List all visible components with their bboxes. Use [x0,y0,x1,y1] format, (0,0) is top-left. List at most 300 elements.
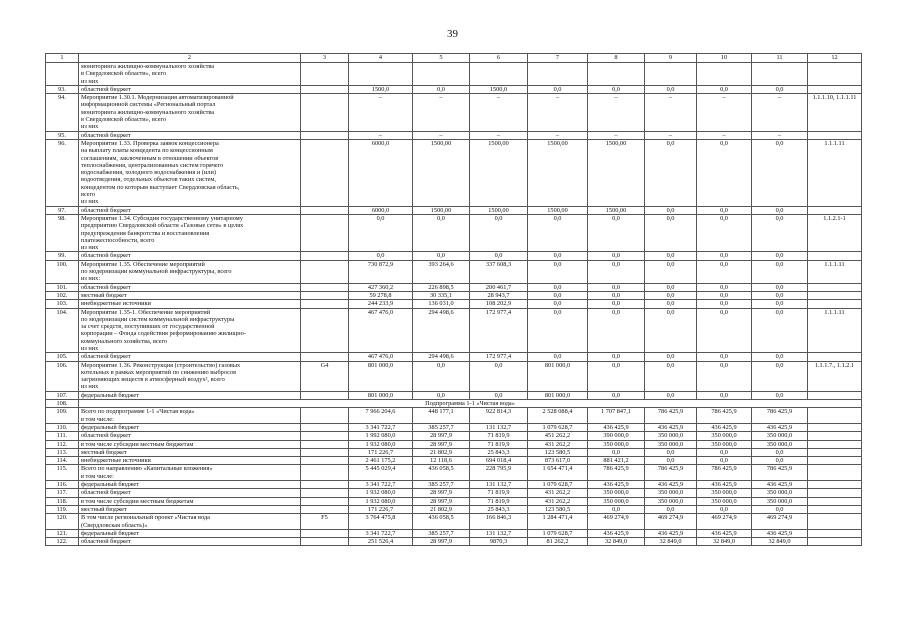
value-cell: 0,0 [752,291,808,299]
table-row [46,206,862,214]
value-cell: 71 819,9 [470,489,528,497]
value-cell [470,63,528,86]
value-cell: – [470,131,528,139]
value-cell: 431 262,2 [528,440,588,448]
table-row [46,131,862,139]
value-cell: 2 528 088,4 [528,408,588,424]
table-row [46,505,862,513]
value-cell: – [752,131,808,139]
row-number: 115. [46,465,79,481]
row-name: Мероприятие 1.36. Реконструкция (строительство) газовых котельных в рамках мероприятий по снижению выбросов загрязняющих веществ в атмосферный воздух², всего из них [79,361,301,391]
row-target-ref [808,300,862,308]
value-cell [645,63,697,86]
value-cell: 881 421,2 [588,457,645,465]
value-cell [528,63,588,86]
value-cell: 350 000,0 [645,440,697,448]
table-row [46,308,862,353]
value-cell: 172 977,4 [470,353,528,361]
row-target-ref [808,423,862,431]
value-cell: 59 278,8 [349,291,413,299]
row-target-ref [808,538,862,546]
table-row [46,440,862,448]
value-cell: 0,0 [697,291,752,299]
row-number: 111. [46,432,79,440]
value-cell: 0,0 [752,214,808,251]
value-cell: 1500,0 [470,85,528,93]
value-cell: 350 000,0 [645,489,697,497]
column-header: 5 [413,54,470,63]
table-row [46,448,862,456]
value-cell: 350 000,0 [588,497,645,505]
row-number: 121. [46,529,79,537]
value-cell: – [413,131,470,139]
row-name: Всего по направлению «Капитальные вложения» в том числе: [79,465,301,481]
value-cell: 0,0 [588,260,645,283]
value-cell: 32 849,0 [752,538,808,546]
value-cell: 0,0 [752,206,808,214]
value-cell: 32 849,0 [588,538,645,546]
table-row [46,514,862,530]
row-number: 116. [46,481,79,489]
value-cell: 0,0 [645,457,697,465]
row-name: местный бюджет [79,448,301,456]
row-number: 99. [46,252,79,260]
column-header: 6 [470,54,528,63]
value-cell: 28 997,9 [413,538,470,546]
value-cell: 0,0 [528,85,588,93]
value-cell: 28 943,7 [470,291,528,299]
table-row [46,481,862,489]
value-cell: 436 425,9 [752,423,808,431]
row-code [301,440,349,448]
table-row [46,63,862,86]
value-cell: 350 000,0 [752,497,808,505]
value-cell: 32 849,0 [645,538,697,546]
value-cell: 0,0 [588,448,645,456]
value-cell: 469 274,9 [752,514,808,530]
value-cell: – [470,94,528,131]
value-cell: 350 000,0 [697,497,752,505]
row-number: 122. [46,538,79,546]
row-code [301,252,349,260]
row-target-ref [808,448,862,456]
value-cell: 0,0 [645,139,697,206]
value-cell: 436 425,9 [752,529,808,537]
row-target-ref [808,505,862,513]
row-code [301,457,349,465]
table-row [46,400,862,408]
value-cell: 0,0 [752,457,808,465]
value-cell: 0,0 [588,361,645,391]
row-code [301,353,349,361]
row-code [301,481,349,489]
value-cell: 467 476,0 [349,308,413,353]
value-cell: 0,0 [588,308,645,353]
value-cell: 1500,00 [413,206,470,214]
column-header: 1 [46,54,79,63]
value-cell: 0,0 [752,353,808,361]
value-cell: 436 425,9 [645,481,697,489]
row-name: областной бюджет [79,489,301,497]
row-target-ref [808,489,862,497]
row-target-ref [808,457,862,465]
row-code [301,300,349,308]
value-cell: 3 341 722,7 [349,423,413,431]
value-cell: 1500,00 [413,139,470,206]
table-body [46,54,862,546]
value-cell: 3 341 722,7 [349,529,413,537]
row-number: 98. [46,214,79,251]
value-cell: 350 000,0 [752,440,808,448]
value-cell: 9870,3 [470,538,528,546]
value-cell: – [645,131,697,139]
row-code [301,408,349,424]
value-cell: 0,0 [588,291,645,299]
row-name: Мероприятие 1.33. Проверка заявок концессионера на выплату платы концедента по концессионным соглашениям, заключенным в отношении объектов теплоснабжения, централизованных систем горячего водоснабжения, холодного водоснабжения и (или) водоотведения, отдельных объектов таких систем, концедентом по которым выступает Свердловская область, всего из них [79,139,301,206]
value-cell: 1 992 080,0 [349,432,413,440]
column-header: 8 [588,54,645,63]
value-cell: 71 819,9 [470,432,528,440]
value-cell: 393 264,6 [413,260,470,283]
value-cell: 801 000,0 [349,391,413,399]
row-target-ref: 1.1.1.7., 1.1.2.1 [808,361,862,391]
row-number: 107. [46,391,79,399]
value-cell: 171 226,7 [349,448,413,456]
value-cell: 1 654 471,4 [528,465,588,481]
value-cell: 431 262,2 [528,489,588,497]
row-number: 119. [46,505,79,513]
value-cell: 0,0 [697,260,752,283]
row-number: 117. [46,489,79,497]
row-name: федеральный бюджет [79,423,301,431]
value-cell: 0,0 [752,361,808,391]
column-header: 11 [752,54,808,63]
value-cell: 922 814,3 [470,408,528,424]
row-code [301,206,349,214]
row-target-ref [808,252,862,260]
value-cell: 71 819,9 [470,440,528,448]
row-code [301,131,349,139]
row-name: Всего по подпрограмме 1-1 «Чистая вода» в том числе: [79,408,301,424]
value-cell: 1500,00 [588,206,645,214]
table-row [46,432,862,440]
value-cell: 436 425,9 [588,423,645,431]
value-cell: 436 425,9 [752,481,808,489]
value-cell: – [752,94,808,131]
table-row [46,291,862,299]
value-cell: – [528,94,588,131]
value-cell: 385 257,7 [413,529,470,537]
value-cell: 436 425,9 [645,529,697,537]
row-number: 94. [46,94,79,131]
value-cell: 1 284 471,4 [528,514,588,530]
value-cell: 0,0 [752,260,808,283]
value-cell: 0,0 [413,391,470,399]
value-cell: 0,0 [697,85,752,93]
value-cell: 0,0 [645,505,697,513]
row-number: 95. [46,131,79,139]
value-cell: 427 360,2 [349,283,413,291]
value-cell: 0,0 [470,252,528,260]
value-cell: 0,0 [588,252,645,260]
table-row [46,85,862,93]
value-cell: 0,0 [697,252,752,260]
row-target-ref [808,206,862,214]
value-cell: 0,0 [697,361,752,391]
row-number: 101. [46,283,79,291]
row-name: федеральный бюджет [79,391,301,399]
value-cell: 0,0 [752,308,808,353]
value-cell: 801 000,0 [349,361,413,391]
value-cell: 448 177,1 [413,408,470,424]
value-cell: 25 843,3 [470,448,528,456]
value-cell: 1500,00 [588,139,645,206]
value-cell: 350 000,0 [752,489,808,497]
table-row [46,214,862,251]
column-header: 10 [697,54,752,63]
value-cell: 131 132,7 [470,423,528,431]
value-cell: 0,0 [697,448,752,456]
value-cell: 350 000,0 [697,489,752,497]
value-cell: 0,0 [752,448,808,456]
value-cell: 0,0 [697,206,752,214]
value-cell: 1500,00 [470,139,528,206]
value-cell: 730 872,9 [349,260,413,283]
column-header: 4 [349,54,413,63]
value-cell: 350 000,0 [588,489,645,497]
value-cell: 81 262,2 [528,538,588,546]
value-cell: – [588,94,645,131]
row-name: Мероприятие 1.34. Субсидия государственному унитарному предприятию Свердловской области «Газовые сети» в целях предупреждения банкротства и восстановления платежеспособности, всего из них [79,214,301,251]
value-cell: – [349,94,413,131]
row-target-ref [808,497,862,505]
row-target-ref [808,514,862,530]
value-cell: 0,0 [588,85,645,93]
row-code [301,283,349,291]
value-cell: 294 498,6 [413,353,470,361]
value-cell: 136 031,0 [413,300,470,308]
value-cell: 436 425,9 [697,481,752,489]
row-name: областной бюджет [79,283,301,291]
row-code [301,423,349,431]
value-cell: 0,0 [528,291,588,299]
row-target-ref [808,529,862,537]
value-cell: 28 997,9 [413,497,470,505]
value-cell: 228 795,9 [470,465,528,481]
value-cell: 350 000,0 [588,440,645,448]
value-cell: 0,0 [752,139,808,206]
value-cell: 0,0 [645,214,697,251]
value-cell: 436 425,9 [697,423,752,431]
value-cell: 0,0 [697,353,752,361]
row-name: областной бюджет [79,432,301,440]
value-cell: 801 000,0 [528,361,588,391]
table-row [46,260,862,283]
value-cell: 0,0 [697,308,752,353]
value-cell: 1500,00 [528,139,588,206]
value-cell: 469 274,9 [697,514,752,530]
value-cell: 0,0 [645,300,697,308]
value-cell: 436 425,9 [588,529,645,537]
value-cell: 786 425,9 [645,465,697,481]
value-cell: 337 608,3 [470,260,528,283]
value-cell: 0,0 [588,283,645,291]
row-number: 102. [46,291,79,299]
column-header: 3 [301,54,349,63]
row-number [46,63,79,86]
value-cell: 30 335,1 [413,291,470,299]
row-name: федеральный бюджет [79,481,301,489]
value-cell: 694 018,4 [470,457,528,465]
value-cell: 166 846,3 [470,514,528,530]
value-cell: 436 425,9 [697,529,752,537]
value-cell: 431 262,2 [528,497,588,505]
value-cell: 1500,00 [470,206,528,214]
value-cell: – [588,131,645,139]
row-name: местный бюджет [79,505,301,513]
value-cell: 0,0 [528,353,588,361]
row-code [301,489,349,497]
table-row [46,408,862,424]
value-cell: 786 425,9 [697,465,752,481]
row-target-ref [808,408,862,424]
value-cell [349,63,413,86]
value-cell: – [697,131,752,139]
budget-table [45,53,862,546]
row-code [301,505,349,513]
value-cell: 786 425,9 [588,465,645,481]
value-cell: 0,0 [697,283,752,291]
table-row [46,353,862,361]
value-cell: 350 000,0 [697,440,752,448]
row-target-ref [808,440,862,448]
row-name: в том числе субсидии местным бюджетам [79,440,301,448]
value-cell: 131 132,7 [470,529,528,537]
row-number: 106. [46,361,79,391]
row-target-ref [808,63,862,86]
value-cell: 0,0 [645,361,697,391]
row-code [301,85,349,93]
table-row [46,457,862,465]
row-number: 104. [46,308,79,353]
value-cell: 0,0 [470,391,528,399]
value-cell: 0,0 [752,85,808,93]
row-target-ref [808,291,862,299]
page-number: 39 [447,28,458,40]
row-code [301,497,349,505]
value-cell: 3 341 722,7 [349,481,413,489]
value-cell: 0,0 [645,353,697,361]
value-cell: 0,0 [645,206,697,214]
value-cell: 251 526,4 [349,538,413,546]
value-cell: 3 764 475,8 [349,514,413,530]
value-cell: 200 461,7 [470,283,528,291]
table-row [46,423,862,431]
value-cell: 786 425,9 [697,408,752,424]
table-row [46,497,862,505]
value-cell: 0,0 [528,214,588,251]
value-cell: 0,0 [528,308,588,353]
value-cell [413,63,470,86]
value-cell: 0,0 [752,283,808,291]
row-number: 114. [46,457,79,465]
value-cell: 436 058,5 [413,514,470,530]
row-number: 105. [46,353,79,361]
value-cell: 801 000,0 [528,391,588,399]
value-cell: – [697,94,752,131]
row-code [301,214,349,251]
value-cell: 21 802,9 [413,448,470,456]
value-cell: 28 997,9 [413,440,470,448]
value-cell: 0,0 [413,214,470,251]
value-cell: 6000,0 [349,206,413,214]
value-cell: 171 226,7 [349,505,413,513]
row-name: в том числе субсидии местным бюджетам [79,497,301,505]
value-cell: 0,0 [697,139,752,206]
value-cell: 6000,0 [349,139,413,206]
value-cell: 873 617,0 [528,457,588,465]
value-cell: 294 498,6 [413,308,470,353]
value-cell: – [413,94,470,131]
value-cell: – [645,94,697,131]
row-code [301,391,349,399]
value-cell: 32 849,0 [697,538,752,546]
row-code [301,291,349,299]
value-cell: 1 932 080,0 [349,440,413,448]
value-cell [588,63,645,86]
value-cell: 469 274,9 [588,514,645,530]
value-cell: 350 000,0 [645,432,697,440]
value-cell: 0,0 [697,505,752,513]
row-target-ref [808,85,862,93]
value-cell: 786 425,9 [752,465,808,481]
subprogram-heading: Подпрограмма 1-1 «Чистая вода» [79,400,862,408]
row-target-ref [808,283,862,291]
row-name: внебюджетные источники [79,457,301,465]
value-cell [752,63,808,86]
value-cell: 0,0 [528,283,588,291]
table-row [46,465,862,481]
value-cell: 1 707 847,1 [588,408,645,424]
value-cell: 390 000,0 [588,432,645,440]
value-cell: 350 000,0 [752,432,808,440]
value-cell: 0,0 [528,260,588,283]
value-cell: 0,0 [697,300,752,308]
value-cell: 1 932 080,0 [349,497,413,505]
row-number: 110. [46,423,79,431]
value-cell: 0,0 [645,391,697,399]
value-cell: 7 966 204,6 [349,408,413,424]
value-cell: 21 802,9 [413,505,470,513]
value-cell: 1 079 628,7 [528,481,588,489]
value-cell: 1500,0 [349,85,413,93]
table-row [46,139,862,206]
value-cell: 0,0 [752,300,808,308]
table-row [46,489,862,497]
value-cell: 0,0 [697,214,752,251]
value-cell: 244 233,9 [349,300,413,308]
value-cell: 467 476,0 [349,353,413,361]
row-name: федеральный бюджет [79,529,301,537]
value-cell: 28 997,9 [413,432,470,440]
row-target-ref [808,465,862,481]
row-name: мониторинга жилищно-коммунального хозяйства в Свердловской области», всего из них [79,63,301,86]
value-cell: 786 425,9 [752,408,808,424]
row-target-ref [808,432,862,440]
row-target-ref: 1.1.1.11 [808,139,862,206]
value-cell: 226 898,5 [413,283,470,291]
row-name: Мероприятие 1.35-1. Обеспечение мероприятий по модернизации систем коммунальной инфраструктуры за счет средств, поступивших от государственной корпорации – Фонда содействия реформированию жилищно- коммунального хозяйства, всего из них [79,308,301,353]
